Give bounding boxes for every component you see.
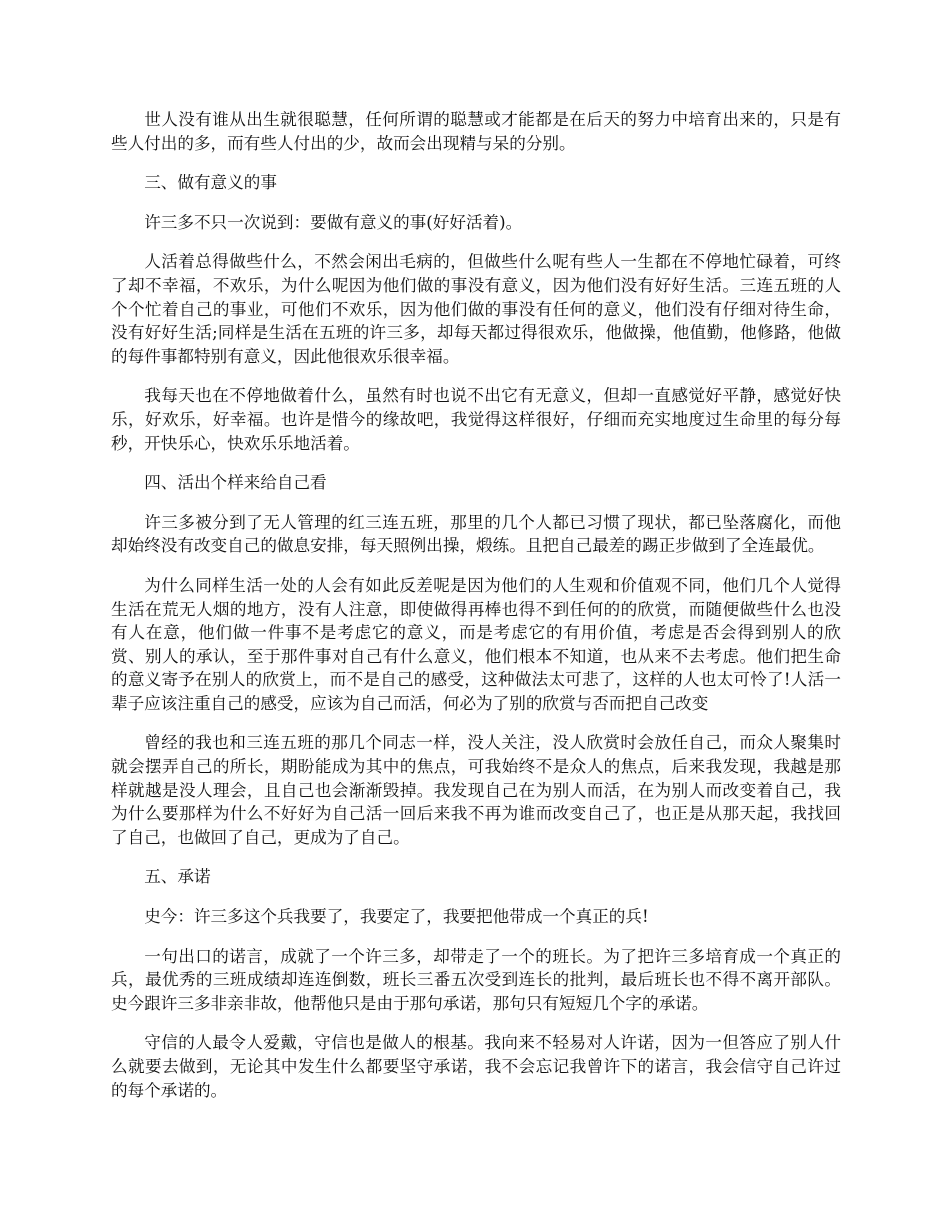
paragraph-promise-story: 一句出口的诺言，成就了一个许三多，却带走了一个的班长。为了把许三多培育成一个真正的兵，最优秀的三班成绩却连连倒数，班长三番五次受到连长的批判，最后班长也不得不离开部队。史今跟许三多非亲非故，他帮他只是由于那句承诺，那句只有短短几个字的承诺。 xyxy=(111,946,841,1013)
paragraph-keep-promise: 守信的人最令人爱戴，守信也是做人的根基。我向来不轻易对人许诺，因为一但答应了别人什么就要去做到，无论其中发生什么都要坚守承诺，我不会忘记我曾许下的诺言，我会信守自己许过的每个承诺的。 xyxy=(111,1033,841,1100)
section-heading-3: 三、做有意义的事 xyxy=(144,173,277,193)
paragraph-quote-meaningful: 许三多不只一次说到：要做有意义的事(好好活着)。 xyxy=(144,212,523,232)
paragraph-former-me: 曾经的我也和三连五班的那几个同志一样，没人关注，没人欣赏时会放任自己，而众人聚集时就会摆弄自己的所长，期盼能成为其中的焦点，可我始终不是众人的焦点，后来我发现，我越是那样就越是没人理会，且自己也会渐渐毁掉。我发现自己在为别人而活，在为别人而改变着自己，我为什么要那样为什么不好好为自己活一回后来我不再为谁而改变自己了，也正是从那天起，我找回了自己，也做回了自己，更成为了自己。 xyxy=(111,733,841,847)
section-heading-5: 五、承诺 xyxy=(144,867,211,887)
paragraph-my-days: 我每天也在不停地做着什么，虽然有时也说不出它有无意义，但却一直感觉好平静，感觉好快乐，好欢乐，好幸福。也许是惜今的缘故吧，我觉得这样很好，仔细而充实地度过生命里的每分每秒，开快乐心，快欢乐乐地活着。 xyxy=(111,386,841,453)
paragraph-intelligence: 世人没有谁从出生就很聪慧，任何所谓的聪慧或才能都是在后天的努力中培育出来的，只是有些人付出的多，而有些人付出的少，故而会出现精与呆的分别。 xyxy=(111,110,841,153)
paragraph-fifth-squad: 许三多被分到了无人管理的红三连五班，那里的几个人都已习惯了现状，都已坠落腐化，而他却始终没有改变自己的做息安排，每天照例出操，煅练。且把自己最差的踢正步做到了全连最优。 xyxy=(111,512,841,556)
document-page xyxy=(111,108,841,1118)
section-heading-4: 四、活出个样来给自己看 xyxy=(144,473,327,493)
paragraph-shi-jin-quote: 史今：许三多这个兵我要了，我要定了，我要把他带成一个真正的兵! xyxy=(144,907,649,927)
paragraph-why-contrast: 为什么同样生活一处的人会有如此反差呢是因为他们的人生观和价值观不同，他们几个人觉得生活在荒无人烟的地方，没有人注意，即使做得再棒也得不到任何的的欣赏，而随便做些什么也没有人在意，他们做一件事不是考虑它的意义，而是考虑它的有用价值，考虑是否会得到别人的欣赏、别人的承认，至于那件事对自己有什么意义，他们根本不知道，也从来不去考虑。他们把生命的意义寄予在别人的欣赏上，而不是自己的感受，这种做法太可悲了，这样的人也太可怜了!人活一辈子应该注重自己的感受，应该为自己而活，何必为了别的欣赏与否而把自己改变 xyxy=(111,575,841,713)
paragraph-live-meaningfully: 人活着总得做些什么，不然会闲出毛病的，但做些什么呢有些人一生都在不停地忙碌着，可终了却不幸福，不欢乐，为什么呢因为他们做的事没有意义，因为他们没有好好生活。三连五班的人个个忙着自己的事业，可他们不欢乐，因为他们做的事没有任何的意义，他们没有仔细对待生命，没有好好生活;同样是生活在五班的许三多，却每天都过得很欢乐，他做操，他值勤，他修路，他做的每件事都特别有意义，因此他很欢乐很幸福。 xyxy=(111,252,841,366)
